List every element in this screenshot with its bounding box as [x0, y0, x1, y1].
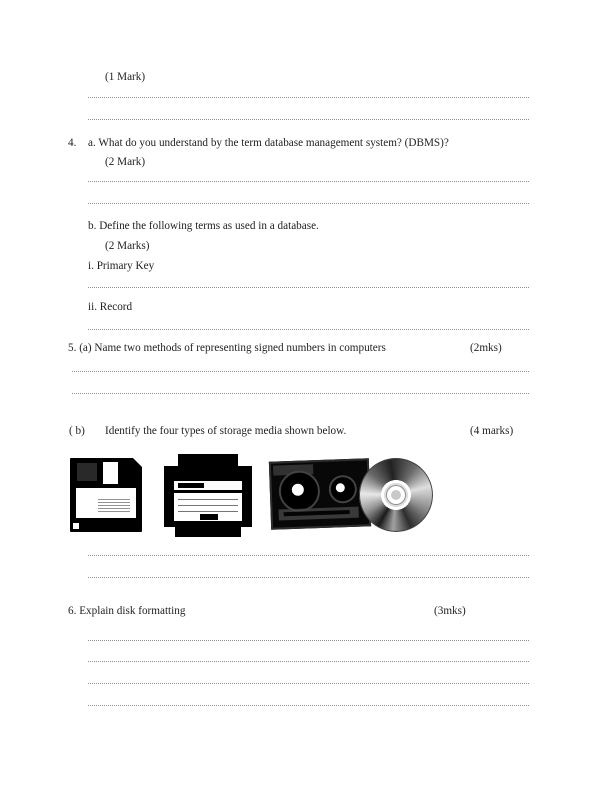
answer-rule[interactable]: [88, 683, 529, 685]
floppy-disk-5-25-inch-image: [164, 454, 252, 537]
disk-brand-mark: [178, 483, 204, 488]
disk-notch-bottom-right: [241, 527, 252, 537]
disk-brand-strip: [174, 481, 242, 490]
answer-rule[interactable]: [88, 181, 529, 183]
answer-rule[interactable]: [88, 640, 529, 642]
disk-notch-top-right: [238, 454, 252, 466]
floppy-upper-marking: [77, 463, 97, 481]
disk-label-logo: [200, 514, 218, 520]
answer-rule[interactable]: [88, 329, 529, 331]
magnetic-tape-cassette-image: [269, 458, 371, 529]
q5-part-a-text: 5. (a) Name two methods of representing signed numbers in computers: [68, 342, 386, 354]
q3-marks: (1 Mark): [105, 71, 146, 83]
floppy-label-area: [76, 488, 136, 518]
floppy-diskette-3-5-inch-image: [70, 458, 142, 532]
q5-part-b-marks: (4 marks): [470, 425, 514, 437]
q6-text: 6. Explain disk formatting: [68, 605, 186, 617]
q4-part-b-text: b. Define the following terms as used in a database.: [88, 220, 319, 232]
q4-item-ii-record: ii. Record: [88, 301, 133, 313]
answer-rule[interactable]: [88, 119, 529, 121]
q4-part-a-text: a. What do you understand by the term database management system? (DBMS)?: [88, 137, 449, 149]
q4-number: 4.: [68, 137, 77, 149]
answer-rule[interactable]: [88, 661, 529, 663]
cd-center-hole: [391, 490, 401, 500]
q4-part-b-marks: (2 Marks): [105, 240, 150, 252]
answer-rule[interactable]: [88, 97, 529, 99]
floppy-metal-shutter: [103, 462, 118, 484]
answer-rule[interactable]: [88, 705, 529, 707]
answer-rule[interactable]: [72, 393, 529, 395]
cassette-tape-slot: [284, 510, 350, 516]
disk-label-rule: [178, 505, 238, 506]
storage-media-figure: [70, 454, 435, 539]
disk-label-area: [174, 493, 242, 521]
optical-disc-cd-image: [359, 458, 433, 532]
disk-notch-top-left: [164, 454, 178, 466]
answer-rule[interactable]: [72, 371, 529, 373]
q5-part-b-label: ( b): [69, 425, 85, 437]
answer-rule[interactable]: [88, 555, 529, 557]
q5-part-a-marks: (2mks): [470, 342, 502, 354]
disk-label-rule: [178, 511, 238, 512]
q5-part-b-text: Identify the four types of storage media shown below.: [105, 425, 347, 437]
disk-notch-bottom-left: [164, 527, 175, 537]
q4-part-a-marks: (2 Mark): [105, 156, 146, 168]
floppy-label-writing: [98, 499, 130, 513]
floppy-corner-cut: [133, 458, 142, 467]
answer-rule[interactable]: [88, 203, 529, 205]
answer-rule[interactable]: [88, 287, 529, 289]
cassette-tape-window: [279, 507, 359, 521]
answer-rule[interactable]: [88, 577, 529, 579]
disk-label-rule: [178, 499, 238, 500]
q4-item-i-primary-key: i. Primary Key: [88, 260, 155, 272]
floppy-write-protect-tab: [73, 523, 79, 529]
q6-marks: (3mks): [434, 605, 466, 617]
